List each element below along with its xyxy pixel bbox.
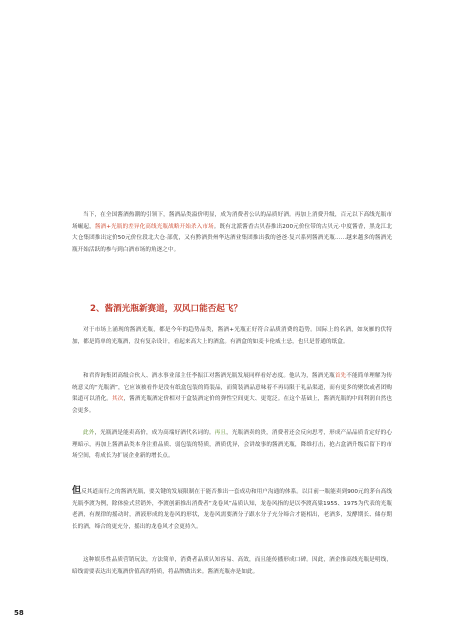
expert-paragraph	[72, 371, 392, 417]
intro-text-b: 。既有北派酱香古贝春推出200元价位带的古贝元·中度酱香，黑龙江北大仓集团推出定价50元价位段北大仓·部优，又有黔酒贵州华达酒业集团推出我的爸爸·复兴系列酱酒光瓶……越来越多的酱酒光瓶开始活跃的参与到白酒市场的角逐之中。	[72, 223, 392, 253]
pricing-text-b: ，光瓶酒卖的贵，消费者还会反向思考，形成产品品质肯定好的心理暗示，再加上酱酒品类本身注重品质、弱包装的特质，酒质优异，会讲故事的酱酒光瓶，降维打击，抢占盒酒升级后留下的市场空间，将成长为扩展企业新的增长点。	[72, 430, 392, 459]
section-heading: 2、酱酒光瓶新赛道，双风口能否起飞？	[90, 304, 243, 314]
intro-highlight: 酱酒+光瓶的差异化高线光瓶战略开始杀入市场	[94, 223, 214, 230]
expert-highlight-second: 其次	[112, 396, 124, 402]
drop-cap: 但	[72, 486, 82, 496]
tornado-text: 反其道而行之的酱酒光瓶，要关键的发展限制在于能否推出一套成功和用户沟通的体系。以目前一瓶能卖到900元的茅台高线光瓶李渡为例，除体验式营销外，李渡创新推出消费者“龙卷风”品质认知，龙卷风指的是以李渡高粱1955、1975为代表的光瓶老酒，有规律的摇动时，酒液形成的龙卷风的形状，龙卷风需要酒分子跟水分子充分缔合才能相出，老酒多，发酵期长、储存期长的酒，缔合的更充分，摇出的龙卷风才会更持久。	[72, 489, 392, 530]
tornado-paragraph	[72, 486, 392, 533]
expert-text-a: 和君咨询集团高级合伙人、酒水事业部主任李振江对酱酒光瓶发展同样看好态度。他认为，酱酒光瓶	[83, 373, 335, 379]
pricing-highlight-again: 再且	[214, 430, 227, 436]
pricing-text-a: ，光瓶酒是能卖高价，成为高端好酒代名词的。	[94, 430, 215, 436]
pricing-highlight-moreover: 此外	[83, 430, 95, 436]
page-number: 58	[14, 609, 24, 617]
pricing-paragraph	[72, 428, 392, 463]
intro-paragraph	[72, 210, 392, 256]
expert-text-c: ，酱酒光瓶酒定价相对于盒装酒定价的弹性空间更大、更宽泛。在这个基础上，酱酒光瓶的中间利润自然也会更多。	[72, 396, 392, 414]
conclusion-text: 这种娱乐性品质营销玩法，方法简单，消费者品质认知容易、高效，而且能传播形成口碑。因此，酒企推高线光瓶是明线，暗线需要表达出光瓶酒价值高的特质，将品牌做出来。酱酒光瓶亦是如此。	[72, 557, 392, 575]
trend-paragraph	[72, 325, 392, 348]
trend-text: 对于市场上涌现的酱酒光瓶，都是今年的趋势品类，酱酒+光瓶正好符合品质消费的趋势。国际上的名酒，如灰雁的伏特加，都是简单的光瓶酒，没有复杂设计，看起来高大上的酒盒。有酒盒的如麦卡伦威士忌，也只是普通的纸盒。	[72, 327, 392, 345]
intro-text-a: 当下，在全国酱酒热潮的引领下，酱酒品类溢价明显，成为消费者公认的品质好酒。再加上消费升级，百元以下高线光瓶市场崛起，	[72, 212, 392, 230]
expert-highlight-first: 首先	[334, 373, 347, 379]
conclusion-paragraph	[72, 555, 392, 578]
expert-text-b: 不能简单理解为传统意义的“光瓶酒”，它应该被看作是没有纸盒包装的简装品，而简装酒品意味着不再局限于礼品渠道，而有更多的聚饮或者团购渠道可以消化。	[72, 373, 392, 402]
